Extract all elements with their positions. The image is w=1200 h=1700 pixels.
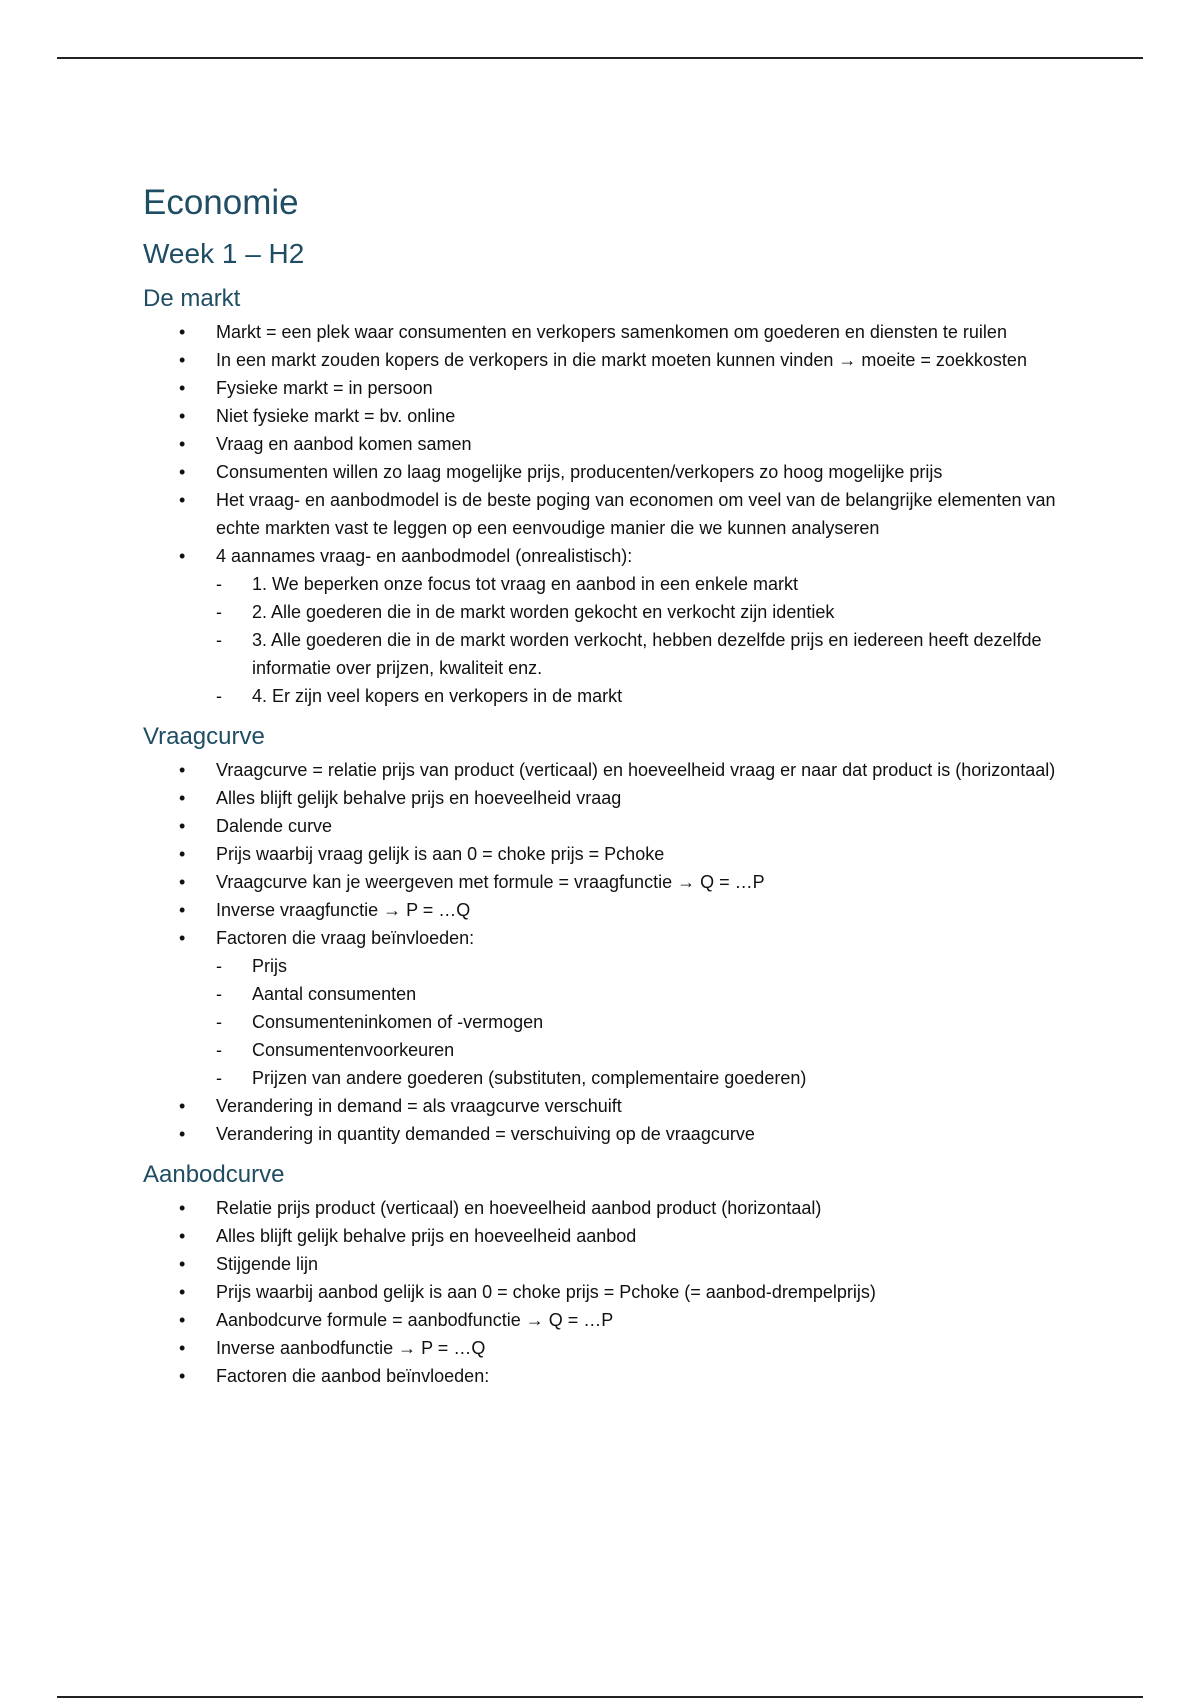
sub-list-item: - 1. We beperken onze focus tot vraag en aanbod in een enkele markt — [216, 570, 1073, 598]
section-heading: Vraagcurve — [143, 723, 265, 750]
list-item-text: Stijgende lijn — [216, 1254, 319, 1274]
sub-list-item: - 2. Alle goederen die in de markt worden gekocht en verkocht zijn identiek — [216, 598, 1073, 626]
document-title: Economie — [143, 183, 299, 222]
footer-rule — [57, 1696, 1143, 1698]
list-item-text: Dalende curve — [216, 816, 333, 836]
sub-list-item: - 3. Alle goederen die in de markt worden verkocht, hebben dezelfde prijs en iedereen heeft dezelfde informatie over prijzen, kwaliteit enz. — [216, 626, 1073, 682]
list-item — [143, 374, 1073, 402]
list-item — [143, 1120, 1073, 1148]
list-item — [143, 1362, 1073, 1390]
list-item — [143, 1092, 1073, 1120]
week-heading: Week 1 – H2 — [143, 238, 305, 269]
bullet-list — [143, 756, 1073, 1148]
sub-list-item: - 4. Er zijn veel kopers en verkopers in de markt — [216, 682, 1073, 710]
list-item — [143, 840, 1073, 868]
list-item-text: Vraagcurve = relatie prijs van product (verticaal) en hoeveelheid vraag er naar dat product is (horizontaal) — [216, 760, 1056, 780]
list-item — [143, 756, 1073, 784]
bullet-list — [143, 1194, 1073, 1390]
list-item — [143, 1334, 1073, 1362]
header-rule — [57, 57, 1143, 59]
list-item-text: Markt = een plek waar consumenten en verkopers samenkomen om goederen en diensten te ruilen — [216, 322, 1007, 342]
list-item-text: Alles blijft gelijk behalve prijs en hoeveelheid vraag — [216, 788, 622, 808]
list-item — [143, 1250, 1073, 1278]
list-item-text: Inverse vraagfunctie → P = …Q — [216, 900, 471, 920]
list-item-text: Factoren die aanbod beïnvloeden: — [216, 1366, 490, 1386]
list-item-text: Verandering in demand = als vraagcurve verschuift — [216, 1096, 622, 1116]
list-item — [143, 784, 1073, 812]
list-item-text: Het vraag- en aanbodmodel is de beste poging van economen om veel van de belangrijke elementen van echte markten vast te leggen op een eenvoudige manier die we kunnen analyseren — [216, 490, 1056, 538]
sub-list-item: - Consumentenvoorkeuren — [216, 1036, 1073, 1064]
list-item — [143, 318, 1073, 346]
list-item — [143, 896, 1073, 924]
list-item-text: 4 aannames vraag- en aanbodmodel (onrealistisch): — [216, 546, 633, 566]
list-item-text: Relatie prijs product (verticaal) en hoeveelheid aanbod product (horizontaal) — [216, 1198, 822, 1218]
document-body — [143, 178, 1073, 1400]
list-item — [143, 346, 1073, 374]
sub-list-item: - Aantal consumenten — [216, 980, 1073, 1008]
section-heading: De markt — [143, 285, 241, 312]
sub-list — [216, 570, 1073, 710]
list-item-text: Aanbodcurve formule = aanbodfunctie → Q = …P — [216, 1310, 614, 1330]
bullet-list — [143, 318, 1073, 710]
list-item-text: Vraag en aanbod komen samen — [216, 434, 472, 454]
sub-list-item: - Consumenteninkomen of -vermogen — [216, 1008, 1073, 1036]
list-item-text: Prijs waarbij aanbod gelijk is aan 0 = choke prijs = Pchoke (= aanbod-drempelprijs) — [216, 1282, 876, 1302]
list-item — [143, 430, 1073, 458]
list-item-text: Factoren die vraag beïnvloeden: — [216, 928, 475, 948]
list-item — [143, 1278, 1073, 1306]
list-item — [143, 1306, 1073, 1334]
sub-list-item: - Prijs — [216, 952, 1073, 980]
list-item — [143, 868, 1073, 896]
list-item — [143, 402, 1073, 430]
sub-list — [216, 952, 1073, 1092]
list-item — [143, 1194, 1073, 1222]
list-item-text: Vraagcurve kan je weergeven met formule = vraagfunctie → Q = …P — [216, 872, 765, 892]
list-item — [143, 924, 1073, 1092]
list-item-text: Verandering in quantity demanded = verschuiving op de vraagcurve — [216, 1124, 755, 1144]
list-item-text: In een markt zouden kopers de verkopers in die markt moeten kunnen vinden → moeite = zoekkosten — [216, 350, 1027, 370]
list-item-text: Niet fysieke markt = bv. online — [216, 406, 456, 426]
list-item — [143, 542, 1073, 710]
list-item — [143, 812, 1073, 840]
list-item — [143, 486, 1073, 542]
list-item-text: Consumenten willen zo laag mogelijke prijs, producenten/verkopers zo hoog mogelijke prijs — [216, 462, 943, 482]
list-item-text: Fysieke markt = in persoon — [216, 378, 433, 398]
section-heading: Aanbodcurve — [143, 1161, 285, 1188]
sections-container — [143, 282, 1073, 1390]
list-item — [143, 458, 1073, 486]
sub-list-item: - Prijzen van andere goederen (substituten, complementaire goederen) — [216, 1064, 1073, 1092]
list-item — [143, 1222, 1073, 1250]
list-item-text: Inverse aanbodfunctie → P = …Q — [216, 1338, 486, 1358]
list-item-text: Alles blijft gelijk behalve prijs en hoeveelheid aanbod — [216, 1226, 637, 1246]
list-item-text: Prijs waarbij vraag gelijk is aan 0 = choke prijs = Pchoke — [216, 844, 665, 864]
